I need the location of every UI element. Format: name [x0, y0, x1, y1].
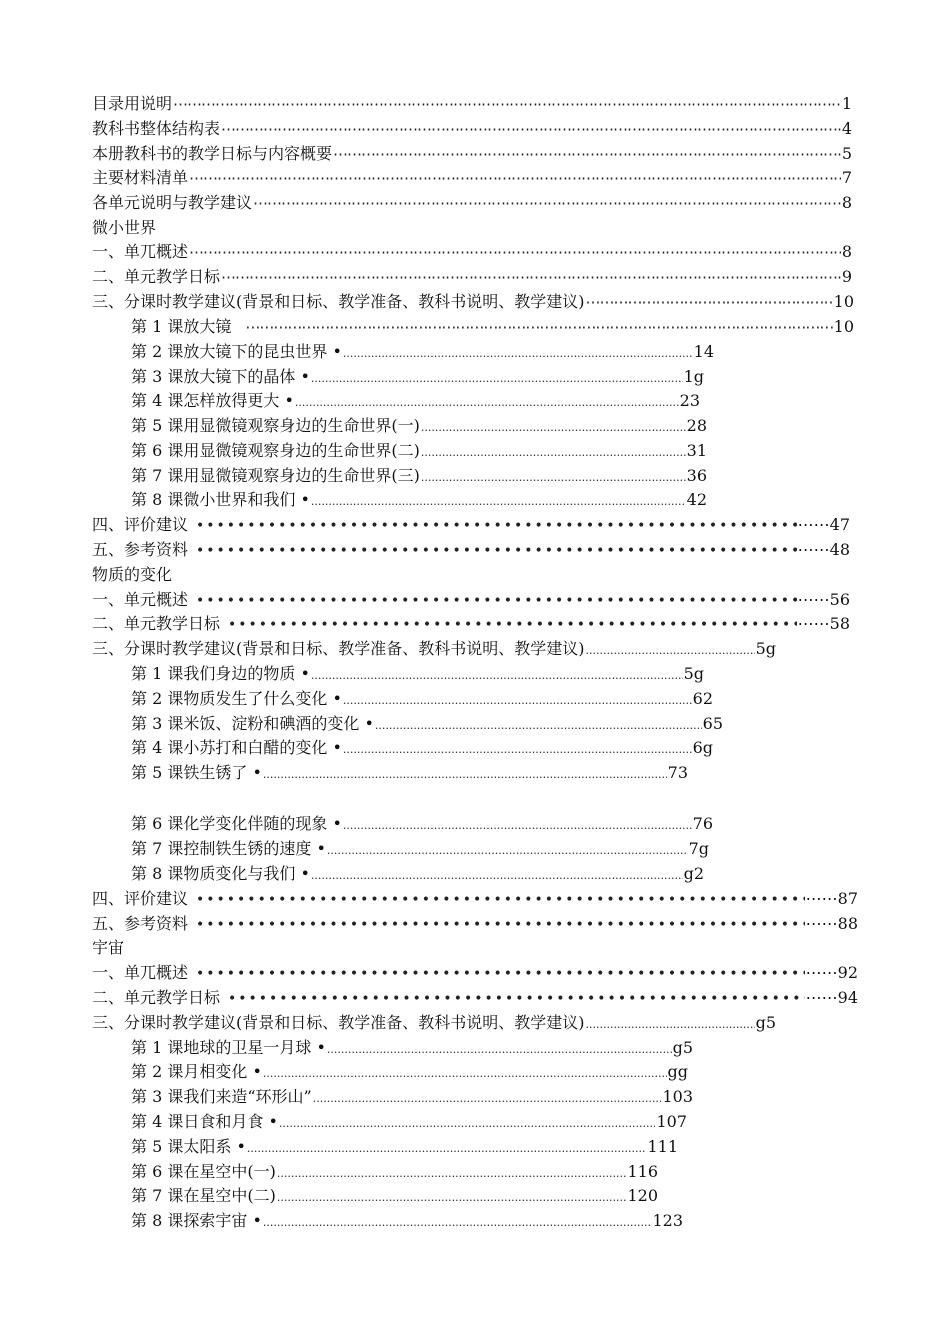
entry-title: 第 5 课用显微镜观察身边的生命世界(一) [131, 416, 420, 435]
toc-entry [92, 911, 858, 936]
entry-page: g5 [672, 1038, 693, 1057]
entry-title: 第 7 课用显微镜观察身边的生命世界(三) [131, 466, 420, 485]
dot-leader [253, 191, 841, 216]
entry-title: 第 7 课在星空中(二) [131, 1186, 276, 1205]
entry-page: ⋯⋯56 [797, 590, 850, 609]
entry-page: 23 [679, 391, 700, 410]
entry-page: 8 [841, 242, 852, 261]
lesson-entry [131, 711, 723, 736]
entry-page: 103 [662, 1087, 693, 1106]
entry-page: 9 [841, 267, 852, 286]
lesson-entry [131, 364, 704, 389]
toc-entry [92, 264, 852, 289]
dot-leader [421, 440, 686, 465]
entry-title: 第 1 课我们身边的物质 • [131, 664, 310, 683]
lesson-entry [131, 1059, 688, 1084]
entry-title: 四、评价建议 [92, 889, 189, 908]
entry-page: 1g [683, 367, 704, 386]
entry-page: 31 [686, 441, 707, 460]
dot-leader [245, 315, 832, 340]
entry-page: 120 [627, 1186, 658, 1205]
dot-leader [295, 390, 679, 415]
lesson-entry [131, 686, 713, 711]
dot-leader [343, 737, 692, 762]
dot-leader [327, 838, 688, 863]
entry-page: 7g [688, 839, 709, 858]
lesson-entry [131, 1208, 683, 1233]
entry-title: 一、单元概述 [92, 590, 189, 609]
toc-entry [92, 165, 852, 190]
toc-entry [92, 985, 858, 1010]
lesson-entry [131, 339, 714, 364]
dot-leader [196, 962, 805, 987]
entry-title: 第 6 课在星空中(一) [131, 1162, 276, 1181]
entry-page: 76 [692, 814, 713, 833]
entry-title: 三、分课时教学建议(背景和日标、教学准备、教科书说明、教学建议) [92, 1013, 585, 1032]
toc-entry [92, 1010, 776, 1035]
entry-title: 第 2 课放大镜下的昆虫世界 • [131, 342, 342, 361]
lesson-entry [131, 735, 713, 760]
entry-title: 二、单元教学日标 [92, 988, 221, 1007]
dot-leader [263, 1210, 652, 1235]
entry-page: 8 [841, 193, 852, 212]
entry-title: 目录用说明 [92, 94, 173, 113]
entry-page: 73 [667, 763, 688, 782]
toc-entry [92, 239, 852, 264]
entry-page: 10 [833, 317, 854, 336]
entry-page: 5g [683, 664, 704, 683]
entry-page: 10 [833, 292, 854, 311]
dot-leader [333, 142, 841, 167]
dot-leader [421, 415, 686, 440]
dot-leader [196, 888, 805, 913]
toc-entry [92, 636, 776, 661]
lesson-entry [131, 1084, 693, 1109]
lesson-entry [131, 1035, 693, 1060]
lesson-entry [131, 1183, 658, 1208]
toc-entry [92, 587, 850, 612]
entry-title: 五、参考资料 [92, 540, 189, 559]
lesson-entry [131, 1134, 678, 1159]
entry-title: 第 1 课地球的卫星一月球 • [131, 1038, 326, 1057]
entry-title: 第 4 课小苏打和白醋的变化 • [131, 738, 342, 757]
dot-leader [343, 341, 693, 366]
entry-title: 二、单元教学日标 [92, 614, 221, 633]
lesson-entry [131, 760, 688, 785]
entry-title: 第 8 课微小世界和我们 • [131, 490, 310, 509]
entry-title: 一、单兀概述 [92, 242, 189, 261]
entry-page: 107 [656, 1112, 687, 1131]
lesson-entry [131, 388, 700, 413]
entry-title: 第 3 课米饭、淀粉和碘酒的变化 • [131, 714, 374, 733]
entry-title: 第 7 课控制铁生锈的速度 • [131, 839, 326, 858]
entry-title: 五、参考资料 [92, 914, 189, 933]
entry-title: 各单元说明与教学建议 [92, 193, 253, 212]
dot-leader [586, 1012, 755, 1037]
dot-leader [221, 265, 841, 290]
toc-entry [92, 512, 850, 537]
entry-page: ⋯⋯58 [797, 614, 850, 633]
dot-leader [189, 166, 841, 191]
entry-title: 二、单元教学日标 [92, 267, 221, 286]
dot-leader [173, 92, 841, 117]
dot-leader [311, 863, 683, 888]
lesson-entry [131, 314, 854, 339]
entry-page: ⋯⋯94 [805, 988, 858, 1007]
entry-page: ⋯⋯88 [805, 914, 858, 933]
dot-leader [279, 1111, 656, 1136]
entry-page: 1 [841, 94, 852, 113]
entry-title: 本册教科书的教学日标与内容概要 [92, 144, 333, 163]
entry-page: 4 [841, 119, 852, 138]
lesson-entry [131, 811, 713, 836]
lesson-entry [131, 661, 704, 686]
toc-entry [92, 190, 852, 215]
entry-page: g2 [683, 864, 704, 883]
entry-title: 第 2 课物质发生了什么变化 • [131, 689, 342, 708]
entry-page: 36 [686, 466, 707, 485]
toc-entry [92, 886, 858, 911]
lesson-entry [131, 463, 707, 488]
entry-page: 42 [686, 490, 707, 509]
dot-leader [343, 688, 692, 713]
entry-title: 四、评价建议 [92, 515, 189, 534]
unit-heading: 物质的变化 [92, 565, 173, 584]
unit-heading: 微小世界 [92, 218, 157, 237]
dot-leader [263, 762, 667, 787]
entry-title: 一、单兀概述 [92, 963, 189, 982]
entry-page: 62 [692, 689, 713, 708]
lesson-entry [131, 836, 709, 861]
entry-title: 第 4 课怎样放得更大 • [131, 391, 294, 410]
entry-page: ⋯⋯47 [797, 515, 850, 534]
entry-page: 111 [647, 1137, 678, 1156]
unit-heading: 宇宙 [92, 938, 125, 957]
entry-page: 123 [652, 1211, 683, 1230]
entry-page: 28 [686, 416, 707, 435]
entry-title: 第 6 课用显微镜观察身边的生命世界(二) [131, 441, 420, 460]
entry-title: 第 1 课放大镜 [131, 317, 232, 336]
toc-entry [92, 116, 852, 141]
entry-title: 第 3 课我们来造“环形山” [131, 1087, 312, 1106]
dot-leader [311, 663, 683, 688]
entry-title: 教科书整体结构表 [92, 119, 221, 138]
toc-entry [92, 611, 850, 636]
entry-page: ⋯⋯48 [797, 540, 850, 559]
entry-page: g5 [755, 1013, 776, 1032]
entry-page: 7 [841, 168, 852, 187]
entry-page: 14 [693, 342, 714, 361]
dot-leader [196, 913, 805, 938]
entry-page: 5 [841, 144, 852, 163]
entry-page: 5g [755, 639, 776, 658]
dot-leader [221, 117, 841, 142]
entry-title: 三、分课时教学建议(背景和日标、教学准备、教科书说明、教学建议) [92, 292, 585, 311]
dot-leader [247, 1136, 647, 1161]
toc-entry [92, 960, 858, 985]
dot-leader [586, 290, 833, 315]
entry-title: 第 3 课放大镜下的晶体 • [131, 367, 310, 386]
entry-page: 116 [627, 1162, 658, 1181]
entry-page: gg [667, 1062, 688, 1081]
entry-title: 第 5 课太阳系 • [131, 1137, 246, 1156]
entry-title: 第 8 课物质变化与我们 • [131, 864, 310, 883]
entry-page: ⋯⋯92 [805, 963, 858, 982]
dot-leader [313, 1086, 662, 1111]
dot-leader [343, 813, 692, 838]
dot-leader [586, 638, 755, 663]
entry-title: 主要材料清单 [92, 168, 189, 187]
entry-title: 第 8 课探索宇宙 • [131, 1211, 262, 1230]
lesson-entry [131, 438, 707, 463]
entry-page: 6g [692, 738, 713, 757]
entry-title: 三、分课时教学建议(背景和日标、教学准备、教科书说明、教学建议) [92, 639, 585, 658]
lesson-entry [131, 861, 704, 886]
entry-title: 第 2 课月相变化 • [131, 1062, 262, 1081]
lesson-entry [131, 1159, 658, 1184]
entry-title: 第 4 课日食和月食 • [131, 1112, 278, 1131]
toc-entry [92, 91, 852, 116]
dot-leader [228, 613, 797, 638]
entry-page: 65 [702, 714, 723, 733]
dot-leader [263, 1061, 667, 1086]
entry-title: 第 6 课化学变化伴随的现象 • [131, 814, 342, 833]
lesson-entry [131, 487, 707, 512]
entry-page: ⋯⋯87 [805, 889, 858, 908]
entry-title: 第 5 课铁生锈了 • [131, 763, 262, 782]
dot-leader [311, 489, 686, 514]
dot-leader [196, 514, 797, 539]
toc-entry [92, 141, 852, 166]
dot-leader [277, 1185, 627, 1210]
dot-leader [196, 539, 797, 564]
dot-leader [228, 987, 805, 1012]
toc-entry [92, 537, 850, 562]
lesson-entry [131, 413, 707, 438]
toc-entry [92, 289, 854, 314]
dot-leader [189, 240, 841, 265]
lesson-entry [131, 1109, 687, 1134]
